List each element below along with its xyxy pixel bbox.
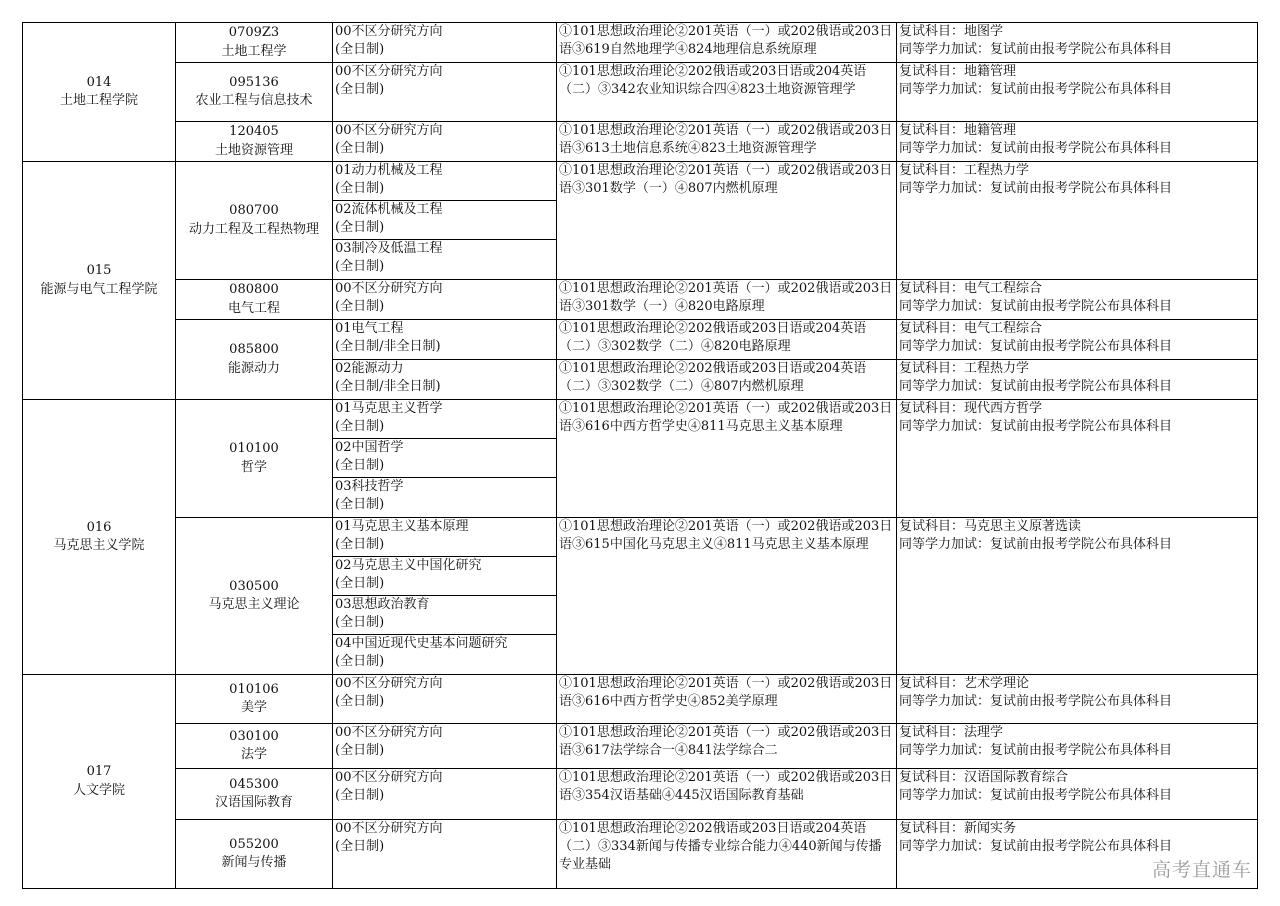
major-name: 动力工程及工程热物理: [188, 221, 319, 237]
college-name: 人文学院: [72, 782, 125, 798]
direction-name: 03科技哲学: [335, 479, 404, 494]
direction-cell: [333, 162, 557, 280]
study-mode: (全日制): [335, 220, 385, 236]
college-cell: [23, 675, 176, 889]
major-code: 045300: [229, 776, 279, 792]
exam-subjects-cell: [557, 23, 897, 63]
study-mode: (全日制): [335, 82, 385, 98]
direction-name: 01马克思主义哲学: [335, 401, 443, 416]
study-mode: (全日制): [335, 299, 385, 315]
direction-name: 00不区分研究方向: [335, 725, 443, 740]
major-name: 法学: [240, 747, 267, 762]
table-row: [23, 162, 1258, 280]
direction-item: [333, 400, 556, 439]
college-code: 016: [86, 519, 112, 535]
study-mode: (全日制): [335, 141, 385, 157]
direction-name: 02流体机械及工程: [335, 202, 443, 217]
direction-name: 04中国近现代史基本问题研究: [335, 636, 508, 651]
college-name: 土地工程学院: [59, 93, 138, 108]
notes-cell: [897, 360, 1258, 400]
direction-name: 00不区分研究方向: [335, 281, 443, 296]
retest-subject: 复试科目：汉语国际教育综合: [899, 770, 1069, 785]
direction-name: 02能源动力: [335, 361, 404, 376]
exam-subjects-cell: [557, 122, 897, 162]
table-row: [23, 769, 1258, 820]
equivalent-exam-note: 同等学力加试：复试前由报考学院公布具体科目: [899, 419, 1173, 435]
exam-subjects-cell: [557, 280, 897, 320]
direction-cell: [333, 518, 557, 675]
study-mode: (全日制): [335, 576, 385, 592]
college-code: 015: [86, 263, 112, 279]
exam-subjects: ①101思想政治理论②201英语（一）或202俄语或203日语③616中西方哲学史④811马克思主义基本原理: [559, 401, 893, 435]
major-code: 085800: [229, 342, 279, 358]
exam-subjects-cell: [557, 400, 897, 518]
equivalent-exam-note: 同等学力加试：复试前由报考学院公布具体科目: [899, 181, 1173, 197]
notes-cell: [897, 23, 1258, 63]
direction-name: 03思想政治教育: [335, 597, 430, 612]
table-row: [23, 675, 1258, 724]
college-cell: [23, 400, 176, 675]
study-mode: (全日制/非全日制): [335, 339, 441, 355]
major-code: 030100: [229, 728, 279, 744]
direction-item: [333, 320, 556, 359]
major-cell: [176, 675, 333, 724]
major-cell: [176, 518, 333, 675]
equivalent-exam-note: 同等学力加试：复试前由报考学院公布具体科目: [899, 788, 1173, 804]
admissions-table: [22, 22, 1258, 889]
direction-name: 02马克思主义中国化研究: [335, 558, 482, 573]
retest-subject: 复试科目：地籍管理: [899, 64, 1017, 79]
major-code: 080800: [229, 282, 279, 298]
major-code: 080700: [229, 203, 279, 219]
direction-name: 00不区分研究方向: [335, 64, 443, 79]
retest-subject: 复试科目：电气工程综合: [899, 321, 1043, 336]
major-name: 能源动力: [227, 360, 280, 376]
direction-cell: [333, 400, 557, 518]
direction-item: [333, 596, 556, 635]
retest-subject: 复试科目：现代西方哲学: [899, 401, 1043, 416]
table-row: [23, 122, 1258, 162]
study-mode: (全日制): [335, 788, 385, 804]
equivalent-exam-note: 同等学力加试：复试前由报考学院公布具体科目: [899, 537, 1173, 553]
direction-name: 01动力机械及工程: [335, 163, 443, 178]
exam-subjects-cell: [557, 675, 897, 724]
retest-subject: 复试科目：新闻实务: [899, 821, 1017, 836]
major-code: 010106: [229, 681, 279, 697]
direction-item: [333, 439, 556, 478]
major-cell: [176, 769, 333, 820]
study-mode: (全日制): [335, 458, 385, 474]
direction-item: [333, 478, 556, 517]
notes-cell: [897, 675, 1258, 724]
college-code: 014: [86, 74, 112, 90]
table-row: [23, 820, 1258, 889]
direction-item: [333, 122, 556, 161]
college-cell: [23, 23, 176, 162]
watermark: 高考直通车: [1151, 859, 1252, 881]
direction-cell: [333, 360, 557, 400]
direction-name: 00不区分研究方向: [335, 770, 443, 785]
direction-name: 01电气工程: [335, 321, 404, 336]
retest-subject: 复试科目：法理学: [899, 725, 1004, 740]
equivalent-exam-note: 同等学力加试：复试前由报考学院公布具体科目: [899, 82, 1173, 98]
direction-item: [333, 201, 556, 240]
exam-subjects: ①101思想政治理论②201英语（一）或202俄语或203日语③301数学（一）④807内燃机原理: [559, 163, 893, 197]
direction-cell: [333, 23, 557, 63]
exam-subjects: ①101思想政治理论②201英语（一）或202俄语或203日语③354汉语基础④445汉语国际教育基础: [559, 770, 893, 804]
study-mode: (全日制): [335, 694, 385, 710]
table-row: [23, 23, 1258, 63]
direction-cell: [333, 122, 557, 162]
table-row: [23, 400, 1258, 518]
study-mode: (全日制): [335, 654, 385, 670]
retest-subject: 复试科目：工程热力学: [899, 361, 1030, 376]
direction-name: 00不区分研究方向: [335, 821, 443, 836]
table-row: [23, 63, 1258, 122]
study-mode: (全日制/非全日制): [335, 379, 441, 395]
table-row: [23, 320, 1258, 360]
notes-cell: [897, 400, 1258, 518]
table-row: [23, 280, 1258, 320]
major-code: 120405: [229, 124, 279, 140]
notes-cell: [897, 724, 1258, 769]
major-cell: [176, 320, 333, 400]
direction-name: 01马克思主义基本原理: [335, 519, 469, 534]
equivalent-exam-note: 同等学力加试：复试前由报考学院公布具体科目: [899, 379, 1173, 395]
exam-subjects-cell: [557, 769, 897, 820]
exam-subjects: ①101思想政治理论②201英语（一）或202俄语或203日语③301数学（一）④820电路原理: [559, 281, 893, 315]
direction-item: [333, 162, 556, 201]
direction-name: 00不区分研究方向: [335, 24, 443, 39]
direction-item: [333, 280, 556, 319]
equivalent-exam-note: 同等学力加试：复试前由报考学院公布具体科目: [899, 42, 1173, 58]
direction-cell: [333, 820, 557, 889]
retest-subject: 复试科目：电气工程综合: [899, 281, 1043, 296]
exam-subjects-cell: [557, 518, 897, 675]
study-mode: (全日制): [335, 615, 385, 631]
exam-subjects: ①101思想政治理论②201英语（一）或202俄语或203日语③613土地信息系统④823土地资源管理学: [559, 123, 893, 157]
study-mode: (全日制): [335, 537, 385, 553]
equivalent-exam-note: 同等学力加试：复试前由报考学院公布具体科目: [899, 339, 1173, 355]
retest-subject: 复试科目：地籍管理: [899, 123, 1017, 138]
major-cell: [176, 280, 333, 320]
equivalent-exam-note: 同等学力加试：复试前由报考学院公布具体科目: [899, 839, 1173, 855]
major-cell: [176, 400, 333, 518]
notes-cell: [897, 280, 1258, 320]
major-code: 0709Z3: [228, 25, 280, 41]
major-name: 美学: [240, 700, 267, 715]
direction-cell: [333, 280, 557, 320]
retest-subject: 复试科目：艺术学理论: [899, 676, 1030, 691]
study-mode: (全日制): [335, 419, 385, 435]
direction-item: [333, 635, 556, 674]
major-cell: [176, 23, 333, 63]
notes-cell: [897, 769, 1258, 820]
direction-item: [333, 675, 556, 723]
direction-item: [333, 557, 556, 596]
direction-item: [333, 769, 556, 819]
direction-cell: [333, 769, 557, 820]
major-cell: [176, 820, 333, 889]
major-code: 010100: [229, 441, 279, 457]
exam-subjects: ①101思想政治理论②201英语（一）或202俄语或203日语③615中国化马克思主义④811马克思主义基本原理: [559, 519, 893, 553]
notes-cell: [897, 162, 1258, 280]
study-mode: (全日制): [335, 259, 385, 275]
exam-subjects: ①101思想政治理论②202俄语或203日语或204英语（二）③302数学（二）④820电路原理: [559, 321, 867, 355]
major-code: 030500: [229, 578, 279, 594]
exam-subjects: ①101思想政治理论②202俄语或203日语或204英语（二）③334新闻与传播专业综合能力④440新闻与传播专业基础: [559, 821, 882, 873]
notes-cell: [897, 63, 1258, 122]
study-mode: (全日制): [335, 181, 385, 197]
major-cell: [176, 122, 333, 162]
major-cell: [176, 724, 333, 769]
direction-name: 00不区分研究方向: [335, 123, 443, 138]
table-row: [23, 724, 1258, 769]
exam-subjects-cell: [557, 724, 897, 769]
study-mode: (全日制): [335, 743, 385, 759]
direction-item: [333, 63, 556, 121]
college-cell: [23, 162, 176, 400]
exam-subjects: ①101思想政治理论②201英语（一）或202俄语或203日语③617法学综合一④841法学综合二: [559, 725, 893, 759]
major-name: 农业工程与信息技术: [195, 93, 313, 108]
direction-cell: [333, 320, 557, 360]
study-mode: (全日制): [335, 839, 385, 855]
retest-subject: 复试科目：工程热力学: [899, 163, 1030, 178]
direction-cell: [333, 63, 557, 122]
direction-item: [333, 240, 556, 279]
major-name: 新闻与传播: [221, 855, 287, 870]
retest-subject: 复试科目：地图学: [899, 24, 1004, 39]
direction-item: [333, 23, 556, 62]
exam-subjects: ①101思想政治理论②201英语（一）或202俄语或203日语③616中西方哲学史④852美学原理: [559, 676, 893, 710]
major-name: 马克思主义理论: [208, 597, 300, 612]
direction-name: 02中国哲学: [335, 440, 404, 455]
study-mode: (全日制): [335, 42, 385, 58]
direction-name: 00不区分研究方向: [335, 676, 443, 691]
table-row: [23, 518, 1258, 675]
college-name: 能源与电气工程学院: [40, 281, 158, 297]
exam-subjects-cell: [557, 162, 897, 280]
major-name: 汉语国际教育: [214, 795, 293, 810]
major-code: 055200: [229, 836, 279, 852]
major-name: 土地工程学: [221, 43, 287, 59]
exam-subjects: ①101思想政治理论②202俄语或203日语或204英语（二）③342农业知识综合四④823土地资源管理学: [559, 64, 867, 98]
major-cell: [176, 162, 333, 280]
retest-subject: 复试科目：马克思主义原著选读: [899, 519, 1082, 534]
college-code: 017: [86, 764, 112, 780]
notes-cell: [897, 518, 1258, 675]
direction-item: [333, 518, 556, 557]
major-name: 哲学: [240, 459, 267, 475]
study-mode: (全日制): [335, 497, 385, 513]
equivalent-exam-note: 同等学力加试：复试前由报考学院公布具体科目: [899, 141, 1173, 157]
equivalent-exam-note: 同等学力加试：复试前由报考学院公布具体科目: [899, 743, 1173, 759]
equivalent-exam-note: 同等学力加试：复试前由报考学院公布具体科目: [899, 694, 1173, 710]
equivalent-exam-note: 同等学力加试：复试前由报考学院公布具体科目: [899, 299, 1173, 315]
exam-subjects: ①101思想政治理论②201英语（一）或202俄语或203日语③619自然地理学④824地理信息系统原理: [559, 24, 893, 58]
major-code: 095136: [229, 74, 279, 90]
direction-cell: [333, 724, 557, 769]
major-name: 电气工程: [227, 300, 280, 316]
direction-cell: [333, 675, 557, 724]
exam-subjects-cell: [557, 320, 897, 360]
direction-item: [333, 724, 556, 768]
exam-subjects: ①101思想政治理论②202俄语或203日语或204英语（二）③302数学（二）④807内燃机原理: [559, 361, 867, 395]
direction-item: [333, 360, 556, 399]
notes-cell: [897, 320, 1258, 360]
direction-item: [333, 820, 556, 888]
direction-name: 03制冷及低温工程: [335, 241, 443, 256]
exam-subjects-cell: [557, 360, 897, 400]
major-name: 土地资源管理: [214, 142, 293, 158]
major-cell: [176, 63, 333, 122]
notes-cell: [897, 122, 1258, 162]
exam-subjects-cell: [557, 820, 897, 889]
exam-subjects-cell: [557, 63, 897, 122]
college-name: 马克思主义学院: [53, 538, 145, 553]
